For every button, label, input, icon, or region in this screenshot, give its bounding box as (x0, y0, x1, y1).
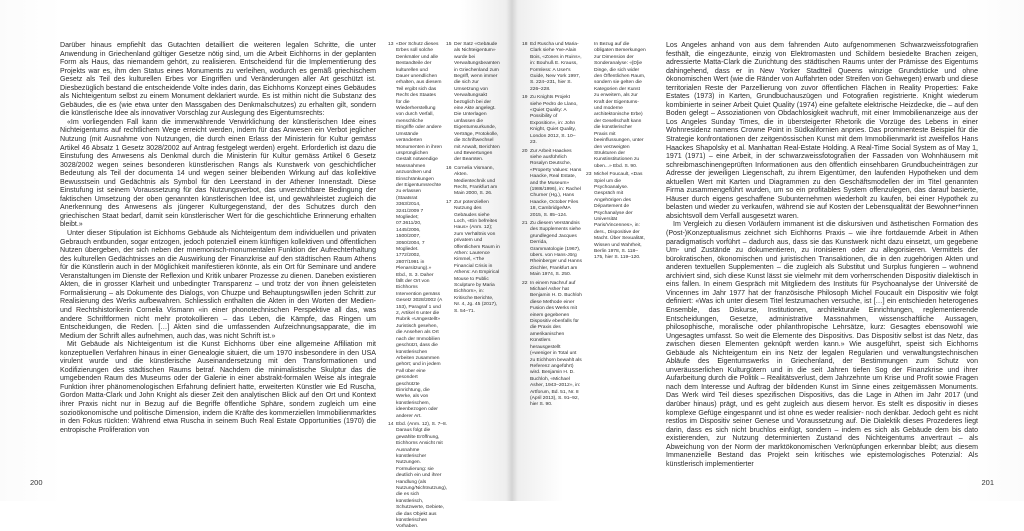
footnote-number: 21 (522, 220, 528, 226)
footnote (446, 200, 500, 315)
footnote-number: 17 (446, 199, 452, 205)
footnote-number: 16 (446, 165, 452, 171)
body-paragraph: Los Angeles anhand von aus dem fahrenden Auto aufgenommenen Schwarzweissfotografien festhält, die eingezäunte, einzig von Elektromasten und Schildern besiedelte Brachen zeigen, adressierte Matta-Clark die Zurichtung des städtischen Raums unter der Prämisse des Eigentums dahingehend, dass er in New Yorker Stadtteil Queens winzige Grundstücke und ohne ökonomischen Wert (wie die Ränder von Auffahrten oder Streifen von Gehwegen) erwarb und diese territorialen Reste der Parzellierung von zuvor öffentlichen Flächen in Reality Properties: Fake Estates (1973) in Karten, Grundbuchauszügen und Fotografien registrierte. Knight wiederum kombinierte in seiner Arbeit Quiet Quality (1974) eine gefaltete elektrische Heizdecke, die – auf den Boden gelegt – Assoziationen von Obdachlosigkeit wachruft, mit einer Immobilienanzeige aus der Los Angeles Sunday Times, die in übersteigerter Rhetorik die Vorzüge des Lebens in einer Wohnresidenz namens Crowne Point in Südkalifornien anpries. Das prominenteste Beispiel für die Strategie konfrontationen der zeitgenössischen Kunst mit dem Immobilienmarkt ist zweifellos Hans Haackes Shapolsky et al. Manhattan Real-Estate Holding. A Real-Time Social System as of May 1, 1971 (1971) – eine Arbeit, in der schwarzweissfotografien der Fassaden von Wohnhäusern mit schreibmaschinengeprüften Informationen aus den öffentlich einsehbaren Grundbucheinträgen zur Adresse der jeweiligen Liegenschaft, zu ihrem Eigentümer, den laufenden Hypotheken und dem aktuellen Wert mit Karten und Diagrammen zu den Geschäftsmodellen der im Titel genannten Firma zusammengeführt wurden, um so ein profitables System offenzulegen, das darauf basierte, Häuser durch eigens geschaffene Subunternehmen wiederholt zu kaufen, bei einer Hypothek zu belasten und wieder zu verkaufen, während sie auf Kosten der Lebensqualität der Bewohner*innen absichtsvoll dem Verfall ausgesetzt waren. (666, 42, 978, 220)
footnote-number: 13 (388, 42, 394, 47)
footnote (586, 42, 646, 170)
footnote-text: Ebd. (Anm. 12), S. 7–8. Daraus folgt die gewählte Eröffnung, Eichhorns Ansicht mit Ausnahme künstlerischer Nutzungen. Formulierung: sie deutlich ein und ihrer Handlung (als Nutzung/Nichtnutzung), die es sich künstlerisch, Schutzwerte, Gebiete, die das Objekt aus künstlerischen Vorhaben. (396, 421, 448, 530)
right-main-text (666, 42, 978, 470)
body-paragraph: Darüber hinaus empfiehlt das Gutachten detailliert die weiteren legalen Schritte, die unter Anwendung in Griechenland gültiger Gesetze nötig sind, um die Arbeit Eichhorns in der geplanten Form als Haus, das niemandem gehört, zu realisieren. Entscheidend für die Implementierung des Projekts war es, ihm den Status eines Monuments zu verleihen, wodurch es gemäß griechischem Gesetz als Teil des kulturellen Erbes vor Eingriffen und Veränderungen aller Art geschützt ist. Diesbezüglich bestand die entscheidende Volte indes darin, das Eichhorns Konzept eines Gebäudes als Nichteigentum selbst zu einem Monument deklariert wurde. Es ist mithin nicht die Substanz des Gebäudes, die es (wie etwa unter den Massgaben des Denkmalschutzes) zu erhalten gilt, sondern die künstlerische Idee als innovativer Vorschlag zur Auslegung des Eigentumsrechts: (60, 42, 376, 118)
footnote (522, 281, 582, 409)
footnote (522, 42, 582, 93)
left-page (0, 0, 506, 530)
footnote-text: Zu Knights Projekt siehe Pedro de Llano, «Quiet Quality: A Possibility of Exposition», in: John Knight, Quiet Quality, London 2012, S. 10–23. (530, 95, 578, 146)
footnote (388, 421, 448, 531)
footnote-text: Der Satz «Gebäude als Nichteigentum» wurde bei Verwaltungsbeamten in Griechenland zum Begriff, wenn immer die sich zur Umsetzung von Verwaltungsakt bezüglich bei der eine Akte angelegt. Die Unterlagen umfassen die Eigentumsurkunde, Verträge, Protokolle, die Schriftwechsel mit Anwalt, Berichten und Bewertungen der Beamten. (454, 42, 500, 163)
footnote-text: Cornelia Vismann, Akten. Medientechnik und Recht, Frankfurt am Main 2000, S. 26. (454, 165, 498, 197)
footnote-number: 23 (586, 172, 592, 178)
footnote-text: Zur Arbeit Haackes siehe ausführlich Rosalyn Deutsche, «Property Values: Hans Haacke, Real Estate, and the Museum» (1986/1996), in: Rachel Churner (Hg.), Hans Haacke, October Files 18, Cambridge/MA 2015, S. 85–124. (530, 148, 582, 218)
footnote (522, 221, 582, 279)
body-paragraph: Im Vergleich zu diesen Vorläufern immanent ist die diskursiven und ästhetischen Formation des (Post-)Konzeptualismus zeichnet sich Eichhorns Praxis – wie ihre fortdauernde Arbeit in Athen paradigmatisch vorführt – dadurch aus, dass sie das Kunstwerk nicht dazu einsetzt, um gegebene Um- und Zustände zu dokumentieren, zu ironisieren oder zu allegorisieren. Vermittels der bürokratischen, ökonomischen und juristischen Transaktionen, die in den zugehörigen Akten und anderen textuellen Supplementen – die zugleich als Substitut und Surplus fungieren – wohnend archiviert sind, sich diese Kunst lässt sie vielmehr mit dem vorherrschenden Dispositiv dialektisch in eins fallen. In einem Gespräch mit Mitgliedern des Instituts für Psychoanalyse der Université de Vincennes im Jahr 1977 hat der französische Philosoph Michel Foucault ein Dispositiv wie folgt definiert: «Was ich unter diesem Titel festzumachen versuche, ist […] ein entschieden heterogenes Ensemble, das Diskurse, Institutionen, architekturale Einrichtungen, reglementierende Entscheidungen, Gesetze, administrative Massnahmen, wissenschaftliche Aussagen, philosophische, moralische oder philanthropische Lehrsätze, kurz: Gesagtes ebensowohl wie Ungesagtes umfasst. So weit die Elemente des Dispositivs. Das Dispositiv selbst ist das Netz, das zwischen diesen Elementen geknüpft werden kann.» Wie ausgeführt, speist sich Eichhorns Gebäude als Nichteigentum ein ins Netz der legalen Regularien und verwaltungstechnischen Abläufe des Eigentumswerks in Griechenland, der Bestimmungen zum Schutz von unveräusserlichen Kulturgütern und in die seit Jahren tiefen Sog der Finanzkrise und ihrer Aufarbeitung durch die Politik – Realitätsverlust, dem Jahrzehnte um Krise und Profit sowie Fragen nach dem Interesse und Auftrag der bildenden Kunst im Sinne eines zeitgemässen Monuments. Das Werk wird Teil dieses spezifischen Dispositivs, das die Lage in Athen im Jahr 2017 (und darüber hinaus) prägt, und es geht zugleich aus diesem hervor. Es stellt es dispositiv in dieses komplexe Gefüge eingespannt und ist ohne es weder realisier- noch denkbar. Jedoch geht es nicht restlos im Dispositiv seiner Genese und Voraussetzung auf. Die Dialektik dieses Prozederes liegt darin, dass es sich nicht bruchlos einfügt, sondern – indem es sich als Gebäude dem bis dato existierenden, zur Nutzung determinierten Zustand des Nichteigentums anvertraut – als Abweichung von der Norm der marktökonomischen Verknüpfungen erkennbar bleibt; aus diesem Immanenzielle Bestand das Projekt sein kritisches wie epistemologisches Potenzial: Als künstlerisch implementierter (666, 221, 978, 468)
footnote-text: Zu diesem Verständnis des Supplements siehe grundlegend Jacques Derrida, Grammatologie (1967), übers. von Hans-Jörg Rheinberger und Hanns Zischler, Frankfurt am Main 1974, S. 250. (530, 220, 582, 278)
footnote-number: 18 (522, 42, 528, 47)
footnote (522, 95, 582, 146)
footnote-number (586, 42, 594, 170)
footnote-text: «Der Schutz dieses Erbes soll solche Denkmäler und alle Bestandteile der kulturellen und Dauer unendlichen erhalten, aus diesem Teil ergibt sich das Recht des Staates für die Wiederherstellung von durch Verfall, menschliche Eingriffe oder andere Umstände veränderten Monumenten in ihren ursprünglichen Gestalt notwendige Massnahmen anzuordnen und Einschränkungen der Eigentumsrechte zu erlassen (Staatsrat 3363/2014, 3241/2009 7 Mogliedet; 07.3611/20, 1445/2006, 1500/2007, 3050/2004, 7 Mogliedet. 1772/2002, 2807/1991 in Plenarsitzung).» Ebd., S. 3. Daher fällt der Ort von Eichhorns Intervention gemäss Gesetz 3028/2002 (A 153), Paragraf 1 und 2, Artikel 6 unter die Rubrik «Umgestellt» Juristisch gesehen, die Ansehen als Ort nach der Immobilien geschützt, dass die künstlerischen Arbeiten zusammen gehört; und in jedem Fall über eine gesondert geschützte Einrichtung, die Werke, als von künstlerischem, ideenbezogen oder anderer Art. (396, 42, 442, 419)
page-number-right: 201 (981, 478, 994, 487)
footnote-number: 20 (522, 148, 528, 154)
footnote (388, 42, 442, 420)
footnote-text: In Bezug auf die obligaten Bemerkungen zur Dimension der Sonderanalyse: «[D]ie Dinge, die sich wider den Öffentlichen Raum, sondern sie gelten die Kategorien der Kunst zu erweitern, als zur Kraft der Eigentums- und moderne architektonische Erbe) der Gesellschaft kann die künstlerischer Praxis mit beeinflussungen, unter den verzweigten Strukturen der Kunstinstitutionen zu üben...» Ebd. S. 90. (594, 42, 646, 169)
footnote-text: Michel Foucault, «Das Spiel um die Psychoanalyse. Gespräch mit Angehörigen des Département de Psychanalyse der Universität Paris/Vincennes», in: ders., Dispositive der Macht. Über Sexualität, Wissen und Wahrheit, Berlin 1978, S. 118–175, hier S. 119–120. (594, 172, 645, 261)
right-footnotes-column-1 (522, 42, 582, 462)
left-footnotes-column-2 (446, 42, 500, 462)
left-main-text (60, 42, 376, 470)
footnote (586, 172, 646, 262)
footnote-number: 19 (522, 95, 528, 101)
footnote-text: Zur potenziellen Nutzung des Gebäudes siehe Loch, «Ein befreites Haus» (Anm. 12); zum Verhältnis von privatem und öffentlichem Raum in Athen: Laurence Kimmel, «The Financial Crisis in Athens: An Empirical Mouse to Public Sculpture by Maria Eichhorn», in: Kritische Berichte, Nr. 4, Jg. 45 (2017), S. 54–71. (454, 199, 500, 314)
footnote (446, 42, 500, 164)
footnote-number: 14 (388, 421, 394, 427)
page-number-left: 200 (30, 478, 43, 487)
footnote-text: In einem Nachruf auf Michael Asher hat Benjamin H. D. Buchloh diese Methode einer Fusion des Werks mit einem gegebenen Dispositiv ebenfalls für die Praxis des amerikanischen Künstlers herausgestellt («weniger in Total unt zu Eichhorn bewahlt als Referenz angeführt) wird. Benjamin H. D. Buchloh, «Michael Asher, 1943–2012», in: Artforum, Bd. 51, Nr. 8 (April 2013), S. 91–92, hier S. 90. (530, 280, 582, 408)
right-footnotes-column-2 (586, 42, 646, 462)
body-paragraph: Unter dieser Stipulation ist Eichhorns Gebäude als Nichteigentum dem individuellen und privaten Gebrauch entbunden, sogar entzogen, jedoch potenziell einem künftigen kollektiven und öffentlichen Nutzen übergeben, der sich neben der mnemonisch-monumentalen Funktion der Aufrechterhaltung des kulturellen Gedächtnisses an die Auswirkung der Finanzkrise auf den städtischen Raum Athens für die Künstlerin auch in der Möglichkeit manifestieren könnte, als ein Ort für Seminare und andere Veranstaltungen im Dienste der Reflexion und Kritik unbarer Prozesse zu dienen. Daneben existieren Akten, die in grosser Klarheit und unbedingter Transparenz – und trotz der von ihnen geleisteten Formalisierung – als Dokumente des Dialogs, von Chuzpe und Behauptungswillen jeden Schritt zur Realisierung des Werks aufbewahren. Schliesslich enthalten die Akten in den Worten der Medien- und Rechtshistorikerin Cornelia Vismann «in einer phonotechnischen Perspektive all das, was andere Schriftformen nicht mehr protokollieren – das Leben, die Kämpfe, das Ringen um Entscheidungen, die Reden. […] Akten sind die umfassenden Aufzeichnungsapparate, die im Medium der Schrift alles aufnehmen, auch das, was nicht Schrift ist.» (60, 230, 376, 340)
body-paragraph: Mit Gebäude als Nichteigentum ist die Kunst Eichhorns über eine allgemeine Affiliation mit konzeptuellen Verfahren hinaus in einer Genealogie situiert, die um 1970 insbesondere in den USA virulent wurde und die künstlerische Auseinandersetzung mit den Transformationen und Kodifizierungen des städtischen Raums betraf. Nachdem die minimalistische Skulptur das die umgebenden Raum des Museums oder der Galerie in einer abstrakt-formalen Weise als integrale Funktion ihrer phänomenologischen Erfahrung definiert hatte, erweiterten Künstler wie Ed Ruscha, Gordon Matta-Clark und John Knight als dieser Zeit den analytischen Blick auf den Ort und Kontext ihrer Praxis nicht nur in Bezug auf die Begriffe öffentliche Sphäre, sondern zugleich um eine sozioökonomische und politische Dimension, indem die Kräfte des kommerziellen Immobilienmarktes in den Fokus rückten: Während etwa Ruscha in seinem Buch Real Estate Opportunities (1970) die entropische Proliferation von (60, 341, 376, 434)
footnote-text: Ed Ruscha und Maria-Clark siehe Yve-Alain Bois, «Zones in Ruins», in: Bouhuß E. Krauss, Formless: A User's Guide, New York 1997, S. 224–231, hier S. 226–228. (530, 42, 582, 92)
book-gutter (506, 0, 518, 501)
left-footnotes-column-1 (388, 42, 448, 530)
footnote (522, 149, 582, 219)
right-page (518, 0, 1024, 501)
body-paragraph: «Im vorliegenden Fall kann die immerwährende Verwirklichung der künstlerischen Idee eines Nichteigentums auf rechtlichem Wege erreicht werden, indem für das Anwesen ein Verbot jeglicher Nutzung (mit Ausnahme von Nutzungen, die durch einen Erlass der Ministerin für Kultur gemäss Artikel 46 Absatz 1 Gesetz 3028/2002 auf Antrag festgelegt werden) ergeht. Erforderlich ist dazu die Einstufung des Anwesens als Denkmal durch die Ministerin für Kultur gemäss Artikel 6 Gesetz 3028/2002 wegen seines besonderen künstlerischen Rangs als Kunstwerk von geschichtlicher Bedeutung als Teil der documenta 14 und wegen seiner bleibenden Wirkung auf das kollektive Bewusstsein und Gedächtnis als Symbol für den Leerstand in der Athener Innenstadt. Diese Einstufung ist seinem Voraussetzung für das Nutzungsverbot, das unverzichtbare Bedingung der faktischen Umsetzung der oben genannten künstlerischen Idee ist, und gewährleistet zugleich die Anerkennung des Anwesens als jüngerer Kulturgegenstand, der des Schutzes durch den griechischen Staat bedarf, damit sein künstlerischer Wert für die geschichtliche Erinnerung erhalten bleibt.» (60, 118, 376, 229)
footnote-number: 22 (522, 280, 528, 286)
footnote-number: 15 (446, 42, 452, 47)
footnote (446, 166, 500, 198)
